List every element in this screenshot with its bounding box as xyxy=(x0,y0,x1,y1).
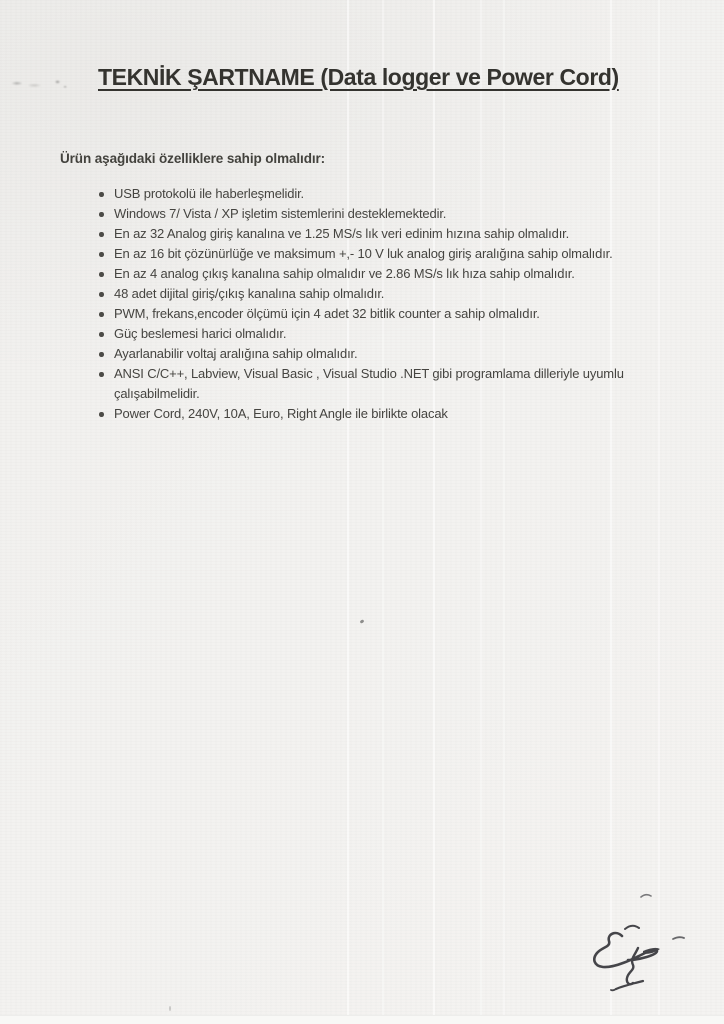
scanner-streak xyxy=(433,0,435,1024)
requirement-item: Power Cord, 240V, 10A, Euro, Right Angle ile birlikte olacak xyxy=(97,404,662,424)
scanner-streak xyxy=(382,0,384,1024)
requirement-item: En az 16 bit çözünürlüğe ve maksimum +,- 10 V luk analog giriş aralığına sahip olmalıdır. xyxy=(97,244,662,264)
ink-smudge xyxy=(10,77,68,91)
intro-heading: Ürün aşağıdaki özelliklere sahip olmalıdır: xyxy=(60,151,326,166)
signature-icon xyxy=(585,885,695,1010)
requirement-item: PWM, frekans,encoder ölçümü için 4 adet 32 bitlik counter a sahip olmalıdır. xyxy=(97,304,662,324)
requirement-item: USB protokolü ile haberleşmelidir. xyxy=(97,184,662,204)
dust-speck xyxy=(360,619,365,624)
scanner-streak xyxy=(503,0,505,1024)
requirement-item: Güç beslemesi harici olmalıdır. xyxy=(97,324,662,344)
requirement-item: ANSI C/C++, Labview, Visual Basic , Visual Studio .NET gibi programlama dilleriyle uyumlu çalışabilmelidir. xyxy=(97,364,662,404)
scanner-streak xyxy=(658,0,660,1024)
scanner-streak xyxy=(610,0,612,1024)
requirement-item: Windows 7/ Vista / XP işletim sistemlerini desteklemektedir. xyxy=(97,204,662,224)
scan-bottom-edge xyxy=(0,1015,724,1024)
requirement-item: Ayarlanabilir voltaj aralığına sahip olmalıdır. xyxy=(97,344,662,364)
requirement-item: En az 4 analog çıkış kanalına sahip olmalıdır ve 2.86 MS/s lık hıza sahip olmalıdır. xyxy=(97,264,662,284)
scanner-streak xyxy=(480,0,482,1024)
requirements-list xyxy=(97,184,662,424)
scanner-streak xyxy=(347,0,349,1024)
dust-speck xyxy=(169,1006,171,1011)
requirement-item: 48 adet dijital giriş/çıkış kanalına sahip olmalıdır. xyxy=(97,284,662,304)
requirement-item: En az 32 Analog giriş kanalına ve 1.25 MS/s lık veri edinim hızına sahip olmalıdır. xyxy=(97,224,662,244)
document-title: TEKNİK ŞARTNAME (Data logger ve Power Cord) xyxy=(98,64,619,90)
